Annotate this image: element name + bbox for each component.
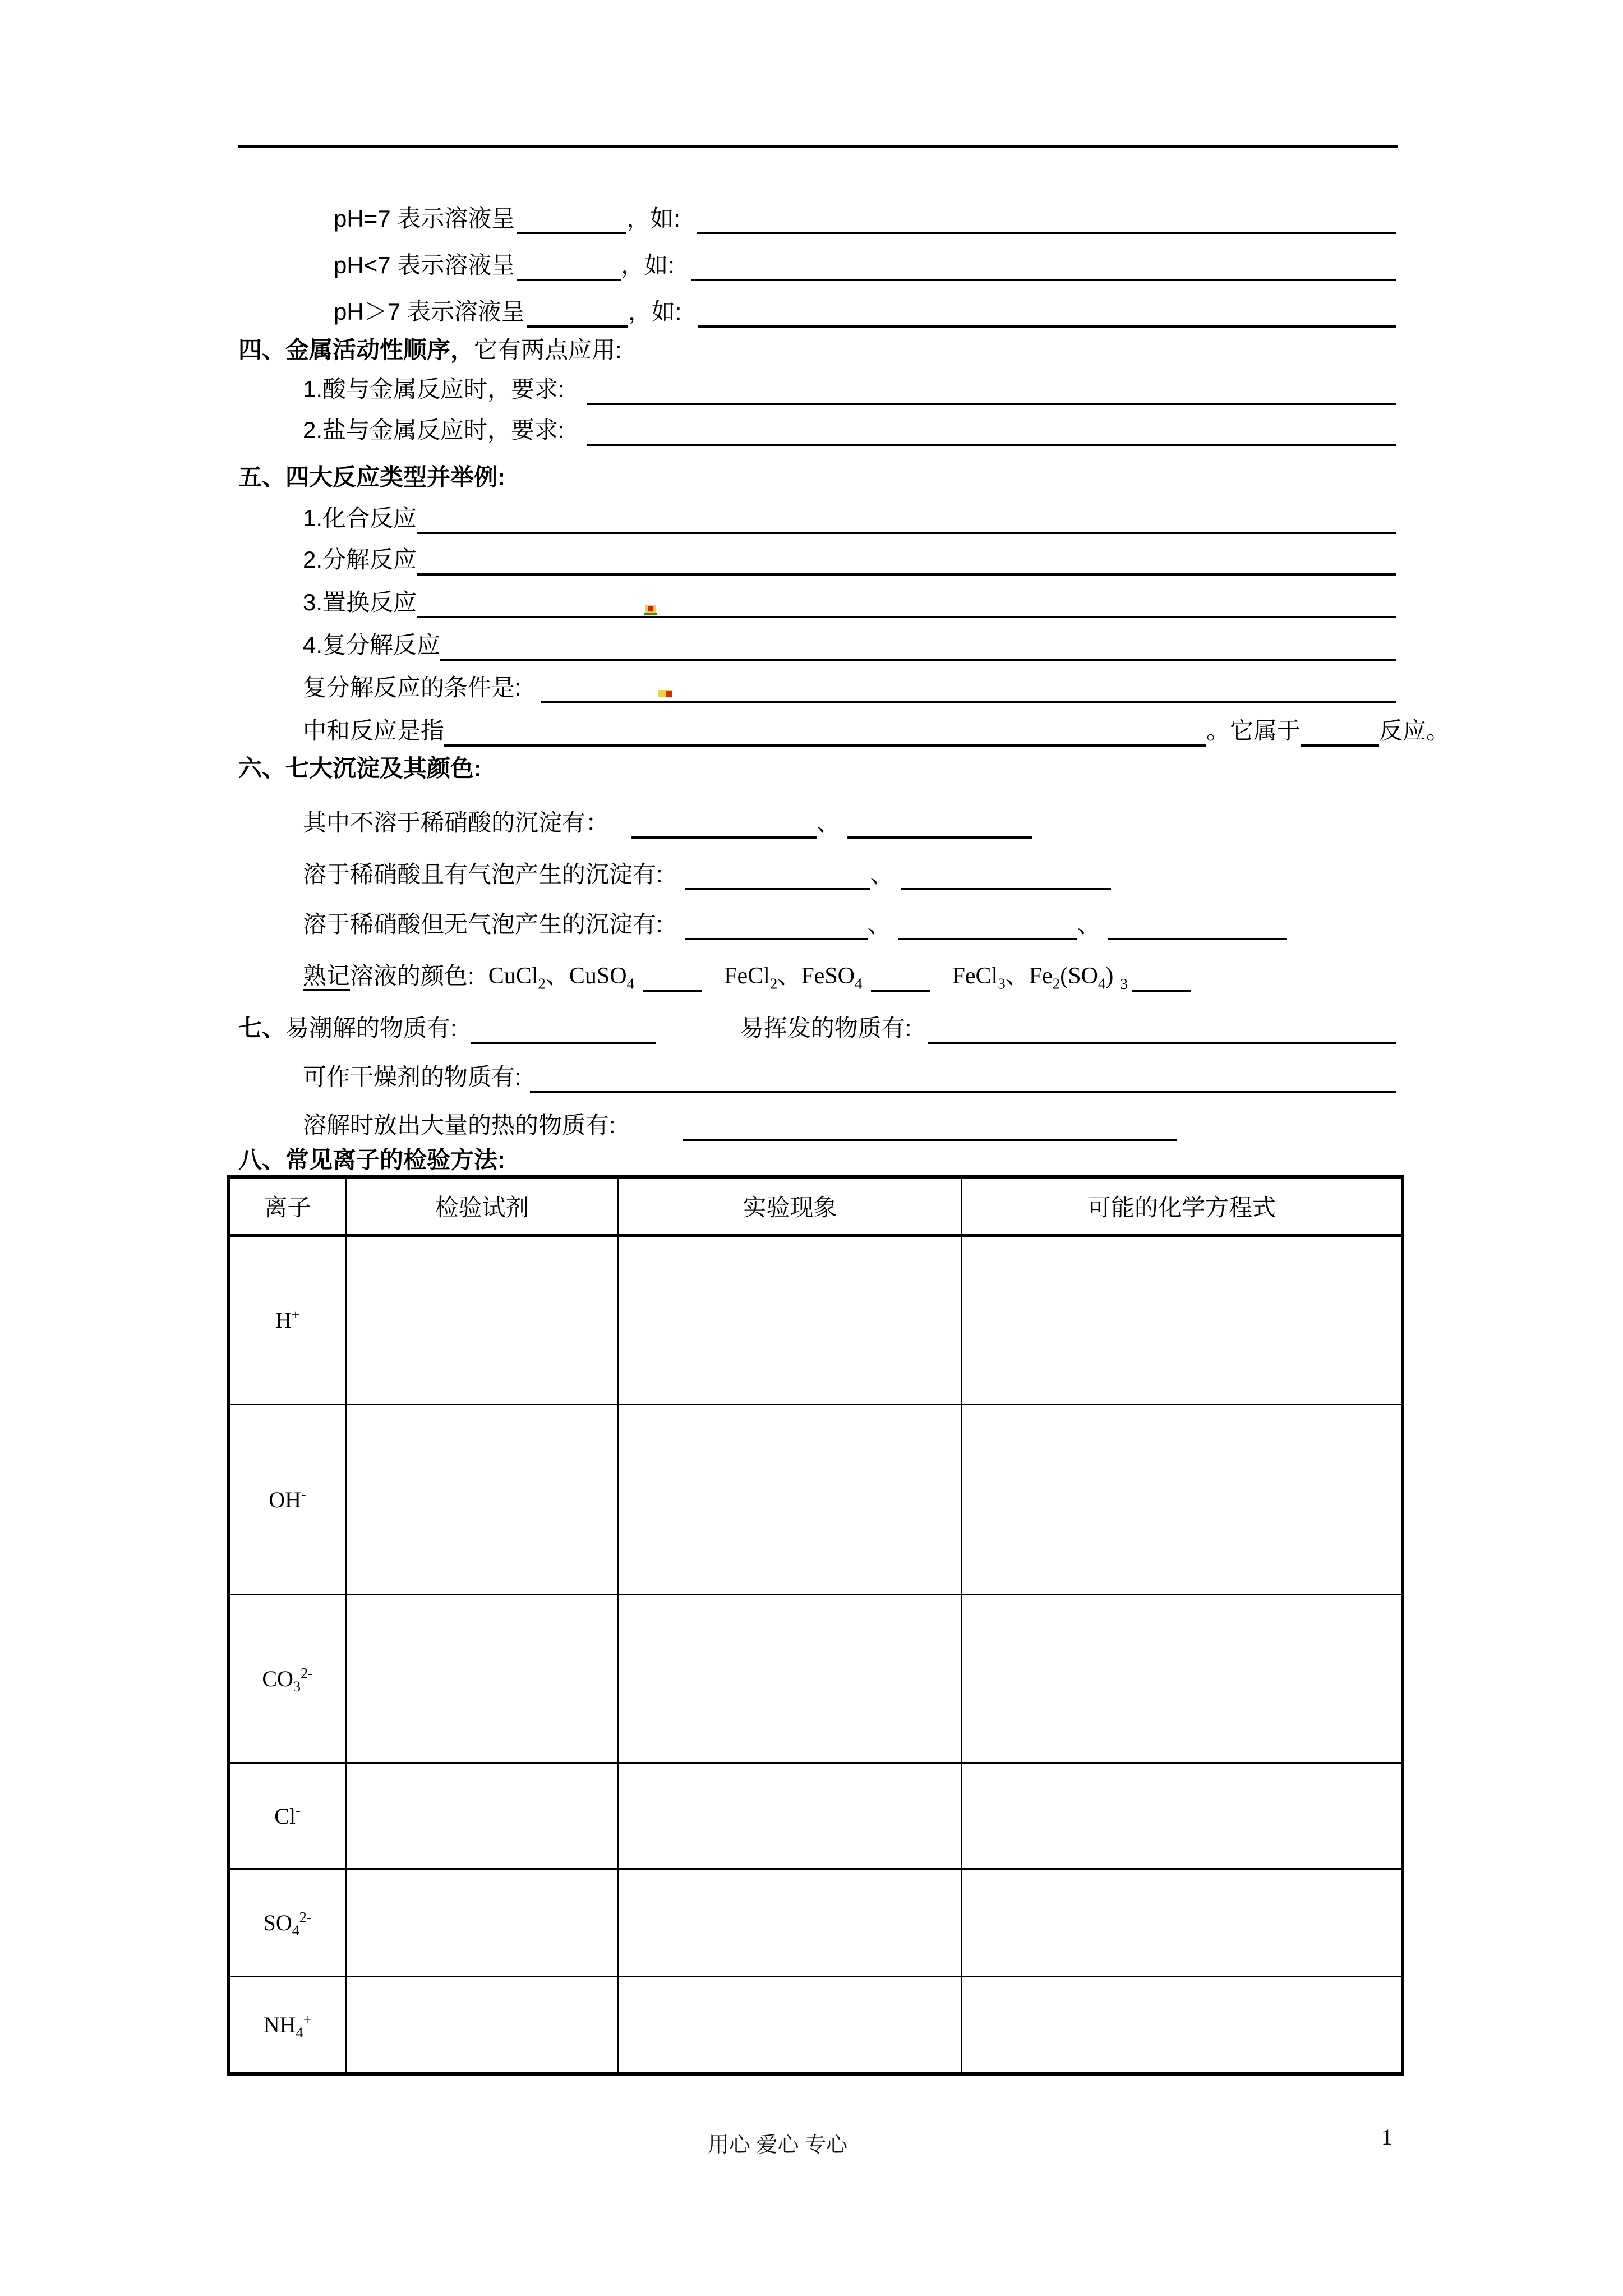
blank-field	[1301, 715, 1379, 747]
caesura-mark: 、	[867, 911, 891, 938]
ion-detection-table	[227, 1175, 1404, 2076]
blank-field	[517, 250, 621, 281]
table-cell-empty	[347, 1870, 619, 1977]
blank-field	[444, 715, 1206, 747]
section-five-title: 五、四大反应类型并举例:	[238, 464, 505, 490]
blank-field	[417, 587, 1396, 618]
deliquesce-label: 易潮解的物质有:	[285, 1015, 457, 1042]
blank-field	[541, 672, 1396, 703]
table-cell-empty	[347, 1764, 619, 1870]
soluble-nogas-precipitates-label: 溶于稀硝酸但无气泡产生的沉淀有:	[303, 911, 663, 938]
acid-metal-line	[303, 374, 1396, 405]
section-eight-title: 八、常见离子的检验方法:	[238, 1147, 505, 1173]
section-seven-number: 七、	[238, 1015, 286, 1042]
blank-field	[587, 374, 1396, 405]
blank-field	[698, 296, 1396, 328]
neutralization-label: 中和反应是指	[303, 717, 445, 744]
blank-field	[685, 859, 870, 890]
table-cell-empty	[619, 1977, 962, 2072]
table-cell-empty	[962, 1870, 1401, 1977]
table-cell-empty	[619, 1405, 962, 1595]
blank-field	[530, 1061, 1396, 1093]
table-header-phenomenon: 实验现象	[619, 1179, 962, 1237]
table-header-equation: 可能的化学方程式	[962, 1179, 1401, 1237]
solution-colors-label: 溶液的颜色:	[350, 963, 474, 990]
table-cell-empty	[347, 1405, 619, 1595]
desiccant-label: 可作干燥剂的物质有:	[303, 1064, 522, 1091]
volatile-label: 易挥发的物质有:	[740, 1015, 912, 1042]
blank-field	[928, 1013, 1396, 1044]
memorize-label: 熟记	[303, 963, 351, 990]
soluble-gas-precipitates-line	[303, 859, 1111, 890]
blank-field	[643, 960, 702, 992]
blank-field	[898, 909, 1077, 940]
combination-reaction-line	[303, 503, 1396, 534]
caesura-mark: 、	[1077, 911, 1101, 938]
ion-label-h: H+	[230, 1237, 347, 1405]
table-cell-empty	[619, 1595, 962, 1764]
highlight-artifact	[658, 690, 672, 697]
blank-field	[1132, 960, 1191, 992]
ph-equal-conj: ，如:	[626, 205, 680, 232]
blank-field	[517, 203, 626, 234]
formula-cucl2-cuso4: CuCl$_2$、CuSO$_4$	[488, 963, 635, 992]
footer-page-number: 1	[1381, 2124, 1393, 2150]
solution-colors-line	[303, 960, 1191, 992]
metathesis-reaction-label: 4.复分解反应	[303, 632, 441, 659]
neutralization-belongs-label: 。它属于	[1206, 717, 1301, 744]
highlight-artifact	[645, 605, 656, 613]
displacement-reaction-line	[303, 587, 1396, 618]
section-six-title: 六、七大沉淀及其颜色:	[238, 755, 482, 781]
table-cell-empty	[962, 1237, 1401, 1405]
table-cell-empty	[962, 1595, 1401, 1764]
blank-field	[440, 629, 1396, 661]
neutralization-line	[303, 715, 1450, 747]
table-cell-empty	[962, 1405, 1401, 1595]
table-cell-empty	[619, 1870, 962, 1977]
ion-label-co3: $CO_3^{2-}$	[230, 1595, 347, 1764]
table-cell-empty	[619, 1237, 962, 1405]
soluble-gas-precipitates-label: 溶于稀硝酸且有气泡产生的沉淀有:	[303, 861, 663, 888]
decomposition-reaction-label: 2.分解反应	[303, 546, 417, 573]
soluble-nogas-precipitates-line	[303, 909, 1287, 940]
blank-field	[417, 503, 1396, 534]
blank-field	[691, 250, 1396, 281]
ion-label-so4: $SO_4^{2-}$	[230, 1870, 347, 1977]
decomposition-reaction-line	[303, 544, 1396, 576]
insoluble-precipitates-line	[303, 807, 1032, 839]
ph-equal-line	[334, 203, 1396, 234]
section-four-heading	[238, 335, 622, 366]
section-six-heading	[238, 753, 482, 784]
insoluble-precipitates-label: 其中不溶于稀硝酸的沉淀有：	[303, 809, 610, 836]
acid-metal-label: 1.酸与金属反应时，要求:	[303, 376, 565, 403]
ph-greater-label: pH＞7 表示溶液呈	[334, 298, 525, 325]
table-header-reagent: 检验试剂	[347, 1179, 619, 1237]
desiccant-line	[303, 1061, 1396, 1093]
ph-less-line	[334, 250, 1396, 281]
blank-field	[471, 1013, 656, 1044]
table-cell-empty	[347, 1595, 619, 1764]
blank-field	[697, 203, 1396, 234]
caesura-mark: 、	[817, 809, 841, 836]
blank-field	[631, 807, 817, 839]
section-five-heading	[238, 462, 505, 493]
blank-field	[1108, 909, 1287, 940]
table-cell-empty	[347, 1237, 619, 1405]
salt-metal-label: 2.盐与金属反应时，要求:	[303, 417, 565, 444]
table-cell-empty	[619, 1764, 962, 1870]
formula-fecl2-feso4: FeCl$_2$、FeSO$_4$	[724, 963, 863, 992]
table-cell-empty	[347, 1977, 619, 2072]
caesura-mark: 、	[870, 861, 894, 888]
salt-metal-line	[303, 415, 1396, 446]
neutralization-suffix: 反应。	[1378, 717, 1450, 744]
ph-equal-label: pH=7 表示溶液呈	[334, 205, 515, 232]
blank-field	[847, 807, 1032, 839]
blank-field	[683, 1110, 1177, 1141]
dissolution-heat-line	[303, 1110, 1177, 1141]
blank-field	[417, 544, 1396, 576]
header-rule	[238, 145, 1398, 148]
section-eight-heading	[238, 1145, 505, 1176]
combination-reaction-label: 1.化合反应	[303, 505, 417, 532]
metathesis-condition-line	[303, 672, 1396, 703]
ion-label-oh: OH-	[230, 1405, 347, 1595]
section-four-title: 四、金属活动性顺序，	[238, 337, 474, 363]
formula-fecl3-fe2so43: FeCl$_3$、$Fe_2(SO_4)$ $_3$	[952, 963, 1128, 992]
footer-motto: 用心 爱心 专心	[708, 2133, 848, 2157]
displacement-reaction-label: 3.置换反应	[303, 589, 417, 616]
metathesis-reaction-line	[303, 629, 1396, 661]
ph-greater-line	[334, 296, 1396, 328]
blank-field	[527, 296, 628, 328]
blank-field	[871, 960, 930, 992]
table-cell-empty	[962, 1764, 1401, 1870]
ion-label-nh4: $NH_4^+$	[230, 1977, 347, 2072]
ph-greater-conj: ，如:	[628, 298, 682, 325]
dissolution-heat-label: 溶解时放出大量的热的物质有:	[303, 1112, 616, 1139]
blank-field	[901, 859, 1111, 890]
section-four-subtitle: 它有两点应用:	[474, 337, 622, 363]
table-cell-empty	[962, 1977, 1401, 2072]
blank-field	[685, 909, 868, 940]
ion-label-cl: Cl-	[230, 1764, 347, 1870]
blank-field	[587, 415, 1396, 446]
deliquesce-volatile-line	[238, 1013, 1396, 1044]
ph-less-label: pH<7 表示溶液呈	[334, 252, 515, 279]
table-header-ion: 离子	[230, 1179, 347, 1237]
metathesis-condition-label: 复分解反应的条件是:	[303, 674, 522, 701]
ph-less-conj: ，如:	[621, 252, 675, 279]
